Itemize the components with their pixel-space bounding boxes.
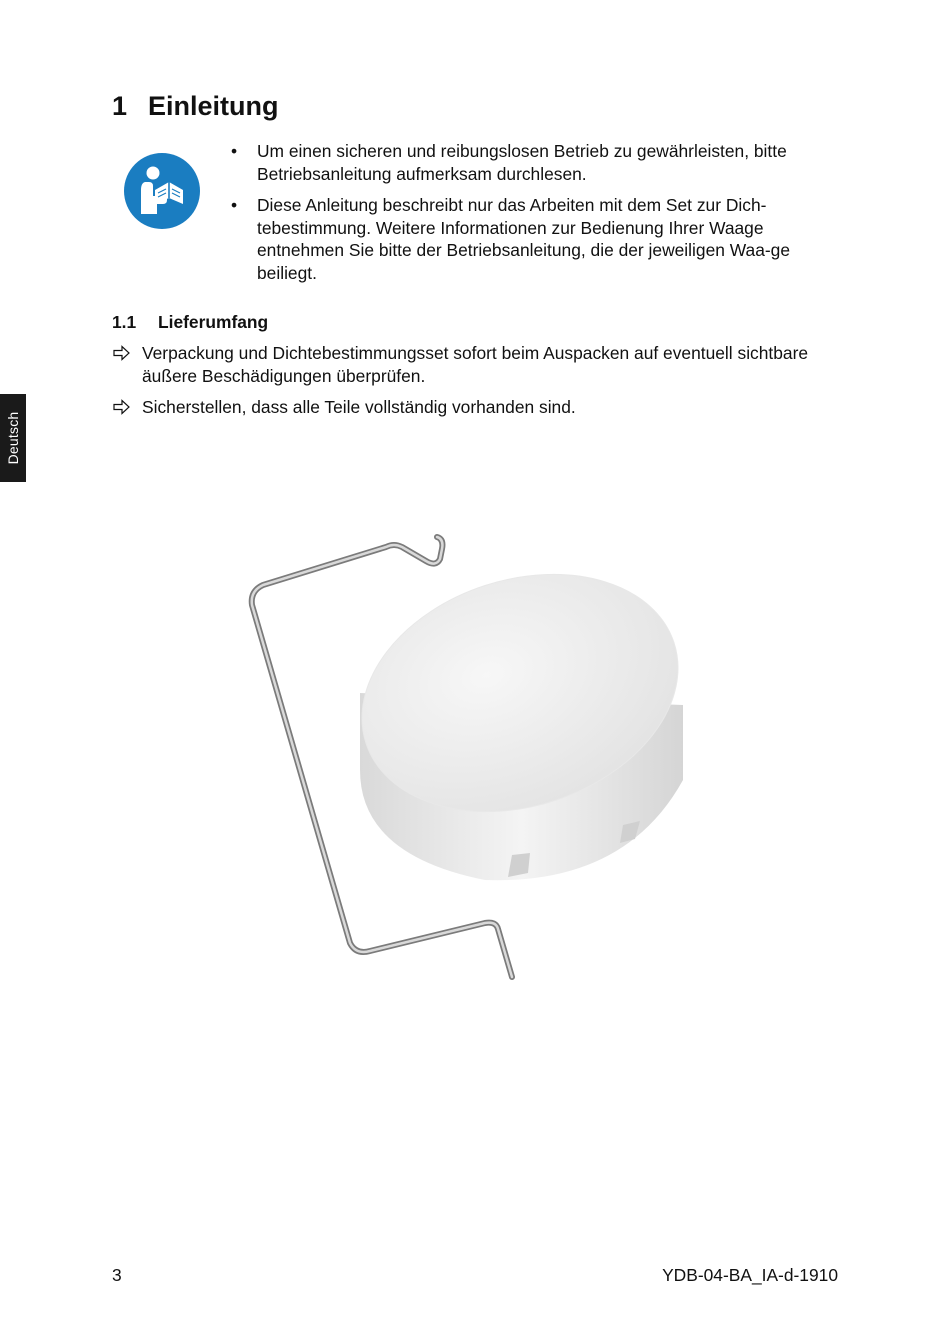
bullet-dot-icon: • <box>230 141 238 161</box>
bullet-text: Um einen sicheren und reibungslosen Betrieb zu gewährleisten, bitte Betriebsanleitung aufmerksam durchlesen. <box>257 141 787 184</box>
step-text: Verpackung und Dichtebestimmungsset sofort beim Auspacken auf eventuell sichtbare äußere Beschädigungen überprüfen. <box>142 343 809 386</box>
bullet-dot-icon: • <box>230 195 238 215</box>
read-manual-icon <box>123 152 201 230</box>
bullet-item <box>227 140 832 185</box>
document-id: YDB-04-BA_IA-d-1910 <box>662 1265 838 1285</box>
subsection-heading <box>112 311 268 333</box>
hollow-arrow-icon <box>112 396 132 418</box>
hollow-arrow-icon <box>112 342 132 364</box>
product-photo <box>230 525 700 995</box>
language-tab <box>0 394 26 482</box>
step-item <box>112 396 832 419</box>
section-heading <box>112 88 279 124</box>
step-text: Sicherstellen, dass alle Teile vollständig vorhanden sind. <box>142 397 576 417</box>
subsection-number: 1.1 <box>112 312 137 332</box>
white-sinker-disc <box>331 535 700 880</box>
bullet-text: Diese Anleitung beschreibt nur das Arbeiten mit dem Set zur Dich-tebestimmung. Weitere Informationen zur Bedienung Ihrer Waage entnehmen Sie bitte der Betriebsanleitung, die der jeweiligen Waa-ge beiliegt. <box>257 195 790 283</box>
section-number: 1 <box>112 91 128 121</box>
page-number: 3 <box>112 1265 122 1285</box>
language-tab-label: Deutsch <box>5 411 21 465</box>
intro-bullet-list <box>227 140 832 293</box>
section-title: Einleitung <box>148 91 279 121</box>
delivery-steps-list <box>112 342 832 428</box>
step-item <box>112 342 832 387</box>
subsection-title: Lieferumfang <box>158 312 269 332</box>
bullet-item <box>227 194 832 284</box>
